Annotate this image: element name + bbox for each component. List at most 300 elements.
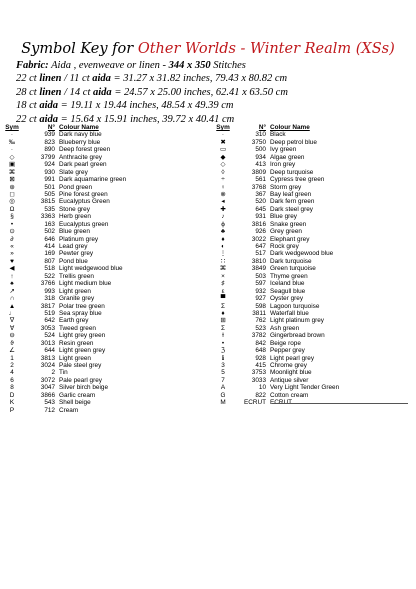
symbol-cell: ♦ <box>221 235 225 243</box>
thread-number-cell: 647 <box>255 243 266 250</box>
thread-number-cell: 415 <box>255 362 266 369</box>
symbol-cell: 5 <box>221 369 225 377</box>
thread-number-cell: 598 <box>255 302 266 310</box>
colour-name-cell: Cypress tree green <box>270 176 325 184</box>
thread-number-cell: 926 <box>255 228 266 236</box>
symbol-cell: · <box>10 146 14 154</box>
colour-name-cell: Light wedgewood blue <box>59 265 123 273</box>
column-header-row <box>216 124 411 131</box>
colour-name-cell: Deep turquoise <box>270 168 314 176</box>
key-row <box>216 310 411 317</box>
key-row <box>216 228 411 235</box>
symbol-cell: ∠ <box>9 347 15 355</box>
page-title <box>0 40 416 58</box>
thread-number-cell: 3024 <box>40 362 55 369</box>
colour-name-cell: Pale steel grey <box>59 362 102 369</box>
thread-number-cell: 3033 <box>251 376 266 384</box>
symbol-cell: 1 <box>10 354 14 362</box>
key-row <box>216 139 411 146</box>
key-row <box>216 288 411 295</box>
symbol-key-left-column <box>5 124 180 414</box>
symbol-cell: ⌘ <box>219 265 227 273</box>
thread-number-cell: 645 <box>255 205 266 213</box>
colour-name-cell: Garlic cream <box>59 391 96 399</box>
colour-name-cell: Lagoon turquoise <box>270 302 320 310</box>
key-row <box>216 154 411 161</box>
colour-name-cell: Dark turquoise <box>270 257 312 265</box>
symbol-cell: ϑ <box>10 339 14 347</box>
key-row <box>5 273 180 280</box>
colour-name-cell: Ash green <box>270 324 300 332</box>
key-row <box>216 198 411 205</box>
symbol-cell: ♣ <box>220 228 226 236</box>
colour-name-cell: Pale pearl grey <box>59 376 102 384</box>
thread-number-cell: 518 <box>44 265 55 273</box>
thread-number-cell: 367 <box>255 190 266 198</box>
colour-name-cell: Green turquoise <box>270 265 316 273</box>
symbol-cell: Σ <box>221 324 225 332</box>
key-row <box>216 250 411 257</box>
colour-name-cell: Trellis green <box>59 272 94 280</box>
thread-number-cell: 931 <box>255 213 266 221</box>
key-row <box>216 206 411 213</box>
colour-name-cell: Anthracite grey <box>59 153 102 161</box>
key-row <box>5 236 180 243</box>
colour-name-cell: Pond green <box>59 183 93 191</box>
colour-name-cell: Light pearl grey <box>270 354 315 362</box>
key-row <box>5 139 180 146</box>
key-row <box>5 146 180 153</box>
thread-number-cell: 932 <box>255 287 266 295</box>
colour-name-cell: Chrome grey <box>270 362 307 369</box>
thread-number-cell: 524 <box>44 332 55 340</box>
key-row <box>5 250 180 257</box>
thread-number-cell: 520 <box>255 198 266 206</box>
symbol-cell: ◻ <box>9 190 15 198</box>
symbol-cell: ↗ <box>9 287 15 295</box>
key-row <box>5 384 180 391</box>
key-row <box>216 377 411 384</box>
key-row <box>216 131 411 138</box>
thread-number-cell: 500 <box>255 146 266 154</box>
colour-name-cell: Silver birch beige <box>59 384 109 392</box>
colour-name-cell: Storm grey <box>270 183 302 191</box>
colour-name-cell: Waterfall blue <box>270 309 309 317</box>
thread-number-cell: 934 <box>255 153 266 161</box>
symbol-cell: § <box>10 213 14 221</box>
symbol-cell: G <box>220 391 226 399</box>
symbol-cell: D <box>9 391 15 399</box>
thread-number-cell: 642 <box>44 317 55 325</box>
colour-name-cell: Platinum grey <box>59 235 99 243</box>
thread-number-cell: 3363 <box>40 213 55 221</box>
symbol-cell: ♀ <box>220 183 226 191</box>
key-row <box>216 384 411 391</box>
symbol-cell: ∂ <box>10 235 14 243</box>
colour-name-cell: Light green grey <box>59 347 106 355</box>
symbol-cell: • <box>10 220 14 228</box>
thread-number-cell: 3072 <box>40 376 55 384</box>
symbol-cell: Ɨ <box>222 332 224 340</box>
thread-number-cell: 822 <box>255 391 266 399</box>
symbol-cell: ♥ <box>10 257 14 265</box>
thread-number-cell: 318 <box>44 295 55 303</box>
colour-name-cell: Blue green <box>59 228 90 236</box>
symbol-cell: M <box>220 399 226 407</box>
key-row <box>5 221 180 228</box>
thread-number-cell: 163 <box>44 220 55 228</box>
symbol-cell: ◊ <box>221 168 225 176</box>
thread-number-cell: 939 <box>44 131 55 139</box>
thread-number-cell: 3815 <box>40 198 55 206</box>
colour-name-cell: Stone grey <box>59 205 90 213</box>
colour-name-cell: Snake green <box>270 220 307 228</box>
thread-number-cell: 3753 <box>251 369 266 377</box>
thread-number-cell: 3013 <box>40 339 55 347</box>
colour-name-cell: Elephant grey <box>270 235 310 243</box>
key-row <box>5 154 180 161</box>
thread-number-cell: 413 <box>255 161 266 169</box>
key-row <box>216 332 411 339</box>
colour-name-cell: Pond blue <box>59 257 88 265</box>
symbol-cell: ϕ <box>221 220 225 228</box>
colour-name-cell: Deep petrol blue <box>270 138 317 146</box>
colour-name-cell: Dark pearl green <box>59 161 107 169</box>
colour-name-cell: Black <box>270 131 286 139</box>
thread-number-cell: 561 <box>255 176 266 184</box>
thread-number-cell: 930 <box>44 168 55 176</box>
symbol-cell: 2 <box>10 362 14 369</box>
colour-name-cell: Tin <box>59 369 68 377</box>
key-row <box>216 221 411 228</box>
thread-number-cell: 3022 <box>251 235 266 243</box>
key-row <box>216 161 411 168</box>
colour-name-cell: Deep forest green <box>59 146 111 154</box>
symbol-cell: · <box>10 131 14 139</box>
colour-name-cell: Dark wedgewood blue <box>270 250 334 258</box>
symbol-cell: ◀ <box>9 265 15 273</box>
colour-name-cell: Light medium blue <box>59 280 112 288</box>
key-row <box>216 369 411 376</box>
thread-number-cell: 3047 <box>40 384 55 392</box>
key-row <box>5 288 180 295</box>
key-row <box>5 295 180 302</box>
thread-number-cell: 3053 <box>40 324 55 332</box>
symbol-cell: ℨ <box>221 347 225 355</box>
colour-name-cell: Bay leaf green <box>270 190 312 198</box>
colour-name-cell: Light green <box>59 354 91 362</box>
key-row <box>5 131 180 138</box>
symbol-cell: ♯ <box>221 280 225 288</box>
symbol-cell: ▲ <box>8 302 16 310</box>
colour-name-cell: Light platinum grey <box>270 317 324 325</box>
header-num: N° <box>258 124 266 131</box>
header-num: N° <box>47 124 55 131</box>
colour-name-cell: Ivy green <box>270 146 297 154</box>
colour-name-cell: Oyster grey <box>270 295 304 303</box>
colour-name-cell: Iron grey <box>270 161 296 169</box>
thread-number-cell: 644 <box>44 347 55 355</box>
symbol-cell: ◇ <box>9 153 15 161</box>
thread-number-cell: 3849 <box>251 265 266 273</box>
colour-name-cell: Seagull blue <box>270 287 306 295</box>
symbol-cell: » <box>10 250 14 258</box>
thread-number-cell: 3799 <box>40 153 55 161</box>
key-row <box>5 213 180 220</box>
title-prefix: Symbol Key for <box>21 41 138 57</box>
colour-name-cell: Dark navy blue <box>59 131 102 139</box>
colour-name-cell: Dark aquamarine green <box>59 176 127 184</box>
symbol-cell: ∀ <box>9 324 15 332</box>
size-line: 28 ct linen / 14 ct aida = 24.57 x 25.00 inches, 62.41 x 63.50 cm <box>16 86 288 98</box>
colour-name-cell: Algae green <box>270 153 305 161</box>
symbol-cell: ÷ <box>221 176 225 184</box>
thread-number-cell: 310 <box>255 131 266 139</box>
symbol-cell: ◎ <box>9 198 15 206</box>
thread-number-cell: 762 <box>255 317 266 325</box>
symbol-cell: ∩ <box>9 295 15 303</box>
thread-number-cell: 3817 <box>40 302 55 310</box>
thread-number-cell: 823 <box>44 138 55 146</box>
symbol-cell: ◐ <box>221 243 225 250</box>
thread-number-cell: 535 <box>44 205 55 213</box>
symbol-cell: 8 <box>10 384 14 392</box>
thread-number-cell: 501 <box>44 183 55 191</box>
symbol-cell: ✚ <box>220 205 226 213</box>
key-row <box>216 265 411 272</box>
key-row <box>5 340 180 347</box>
symbol-key-right-column <box>216 124 411 407</box>
thread-number-cell: 3768 <box>251 183 266 191</box>
thread-number-cell: 3782 <box>251 332 266 340</box>
symbol-cell: ⊛ <box>9 183 15 191</box>
colour-name-cell: Resin green <box>59 339 94 347</box>
symbol-cell: ⊞ <box>220 317 226 325</box>
thread-number-cell: 3750 <box>251 138 266 146</box>
symbol-cell: 4 <box>10 369 14 377</box>
key-row <box>216 191 411 198</box>
thread-number-cell: 927 <box>255 295 266 303</box>
size-line: 22 ct linen / 11 ct aida = 31.27 x 31.82 inches, 79.43 x 80.82 cm <box>16 73 288 85</box>
symbol-cell: ⌘ <box>8 168 16 176</box>
key-row <box>5 265 180 272</box>
thread-number-cell: 807 <box>44 257 55 265</box>
key-row <box>5 362 180 369</box>
symbol-cell: ↑ <box>10 272 14 280</box>
header-sym: Sym <box>5 124 19 131</box>
colour-name-cell: Slate grey <box>59 168 88 176</box>
key-row <box>5 206 180 213</box>
thread-number-cell: 543 <box>44 399 55 407</box>
key-row <box>216 169 411 176</box>
key-row <box>5 325 180 332</box>
symbol-cell: ▀ <box>220 295 226 303</box>
header-colour-name: Colour Name <box>59 124 99 131</box>
fabric-line <box>16 59 408 72</box>
key-row <box>216 340 411 347</box>
key-row <box>216 325 411 332</box>
thread-number-cell: 3810 <box>251 257 266 265</box>
symbol-cell: ▭ <box>219 146 227 154</box>
thread-number-cell: 522 <box>44 272 55 280</box>
fabric-info <box>16 59 408 126</box>
symbol-cell: ◂ <box>221 198 225 206</box>
colour-name-cell: Cotton cream <box>270 391 309 399</box>
colour-name-cell: Sea spray blue <box>59 309 102 317</box>
header-colour-name: Colour Name <box>270 124 310 131</box>
key-row <box>5 317 180 324</box>
colour-name-cell: ECRUT <box>270 399 293 407</box>
thread-number-cell: 519 <box>44 309 55 317</box>
colour-name-cell: Shell beige <box>59 399 91 407</box>
key-row <box>5 399 180 406</box>
thread-number-cell: 646 <box>44 235 55 243</box>
header-sym: Sym <box>216 124 230 131</box>
symbol-cell: ∇ <box>9 317 15 325</box>
thread-number-cell: 991 <box>44 176 55 184</box>
colour-name-cell: Polar tree green <box>59 302 105 310</box>
key-row <box>5 176 180 183</box>
key-row <box>5 258 180 265</box>
symbol-cell: Ʃ <box>221 302 225 310</box>
symbol-cell: ♦ <box>221 309 225 317</box>
key-row <box>5 369 180 376</box>
thread-number-cell: 648 <box>255 347 266 355</box>
key-row <box>5 191 180 198</box>
colour-name-cell: Iceland blue <box>270 280 305 288</box>
thread-number-cell: 505 <box>44 190 55 198</box>
key-row <box>5 243 180 250</box>
symbol-cell: ♪ <box>221 213 225 221</box>
key-row <box>216 213 411 220</box>
symbol-cell: ♩ <box>8 309 16 317</box>
symbol-cell: 7 <box>221 376 225 384</box>
thread-number-cell: 502 <box>44 228 55 236</box>
key-row <box>216 317 411 324</box>
thread-number-cell: 3766 <box>40 280 55 288</box>
key-row <box>5 198 180 205</box>
symbol-cell: ◇ <box>220 161 226 169</box>
key-row <box>5 392 180 399</box>
key-row <box>5 355 180 362</box>
key-row <box>5 347 180 354</box>
colour-name-cell: Eucalyptus green <box>59 220 109 228</box>
colour-name-cell: Rock grey <box>270 243 299 250</box>
stitch-count: 344 x 350 <box>168 60 211 71</box>
size-line: 18 ct aida = 19.11 x 19.44 inches, 48.54 x 49.39 cm <box>16 100 234 112</box>
colour-name-cell: Eucalyptus Green <box>59 198 110 206</box>
colour-name-cell: Moonlight blue <box>270 369 312 377</box>
colour-name-cell: Herb green <box>59 213 91 221</box>
symbol-cell: × <box>221 272 225 280</box>
colour-name-cell: Dark steel grey <box>270 205 313 213</box>
key-row <box>216 355 411 362</box>
key-row <box>5 303 180 310</box>
symbol-cell: 3 <box>221 362 225 369</box>
key-row <box>216 176 411 183</box>
stitch-suffix: Stitches <box>210 60 246 71</box>
symbol-cell: 6 <box>10 376 14 384</box>
symbol-cell: • <box>221 339 225 347</box>
symbol-cell: ✖ <box>220 138 226 146</box>
thread-number-cell: 597 <box>255 280 266 288</box>
key-row <box>216 146 411 153</box>
colour-name-cell: Light grey green <box>59 332 106 340</box>
symbol-cell: ⊙ <box>9 228 15 236</box>
symbol-cell: ⋮ <box>219 250 227 258</box>
colour-name-cell: Gingerbread brown <box>270 332 325 340</box>
key-row <box>5 332 180 339</box>
key-row <box>5 161 180 168</box>
key-row <box>5 377 180 384</box>
key-row <box>5 184 180 191</box>
thread-number-cell: 169 <box>44 250 55 258</box>
thread-number-cell: 890 <box>44 146 55 154</box>
key-row <box>216 303 411 310</box>
colour-name-cell: Pepper grey <box>270 347 305 355</box>
colour-name-cell: Light green <box>59 287 91 295</box>
colour-name-cell: Earth grey <box>59 317 89 325</box>
colour-name-cell: Pine forest green <box>59 190 108 198</box>
colour-name-cell: Very Light Tender Green <box>270 384 340 392</box>
thread-number-cell: 2 <box>51 369 55 377</box>
symbol-cell: ▣ <box>8 161 16 169</box>
title-pattern-name: Other Worlds - Winter Realm (XSs) <box>137 41 395 57</box>
colour-name-cell: Cream <box>59 406 79 414</box>
key-row <box>216 273 411 280</box>
symbol-cell: ⊖ <box>9 332 15 340</box>
fabric-label: Fabric: <box>16 60 49 71</box>
key-row <box>216 280 411 287</box>
colour-name-cell: Tweed green <box>59 324 96 332</box>
key-row <box>5 407 180 414</box>
table-end-divider <box>272 403 408 404</box>
key-row <box>216 362 411 369</box>
thread-number-cell: 3811 <box>252 309 266 317</box>
symbol-cell: · <box>221 131 225 139</box>
symbol-cell: « <box>10 243 14 250</box>
symbol-cell: ◆ <box>220 153 226 161</box>
key-row <box>5 280 180 287</box>
symbol-cell: ⊗ <box>220 190 226 198</box>
symbol-cell: ♠ <box>10 280 14 288</box>
thread-number-cell: 928 <box>255 354 266 362</box>
symbol-cell: A <box>220 384 226 392</box>
colour-name-cell: Lead grey <box>59 243 88 250</box>
colour-name-cell: Blueberry blue <box>59 138 101 146</box>
thread-number-cell: 842 <box>255 339 266 347</box>
colour-name-cell: Pewter grey <box>59 250 94 258</box>
symbol-cell: ∷ <box>220 257 226 265</box>
size-line: 22 ct aida = 15.64 x 15.91 inches, 39.72 x 40.41 cm <box>16 113 235 125</box>
thread-number-cell: 517 <box>255 250 266 258</box>
thread-number-cell: 503 <box>255 272 266 280</box>
colour-name-cell: Dark fern green <box>270 198 315 206</box>
symbol-cell: ε <box>221 287 225 295</box>
thread-number-cell: 10 <box>258 384 266 392</box>
symbol-cell: ‰ <box>8 138 16 146</box>
key-row <box>5 310 180 317</box>
key-row <box>216 347 411 354</box>
thread-number-cell: 3813 <box>40 354 55 362</box>
thread-number-cell: 3866 <box>40 391 55 399</box>
thread-number-cell: 3816 <box>251 220 266 228</box>
key-row <box>216 236 411 243</box>
thread-number-cell: 993 <box>44 287 55 295</box>
fabric-text: Aida , evenweave or linen - <box>48 60 169 71</box>
symbol-cell: Ω <box>9 205 15 213</box>
key-row <box>216 392 411 399</box>
